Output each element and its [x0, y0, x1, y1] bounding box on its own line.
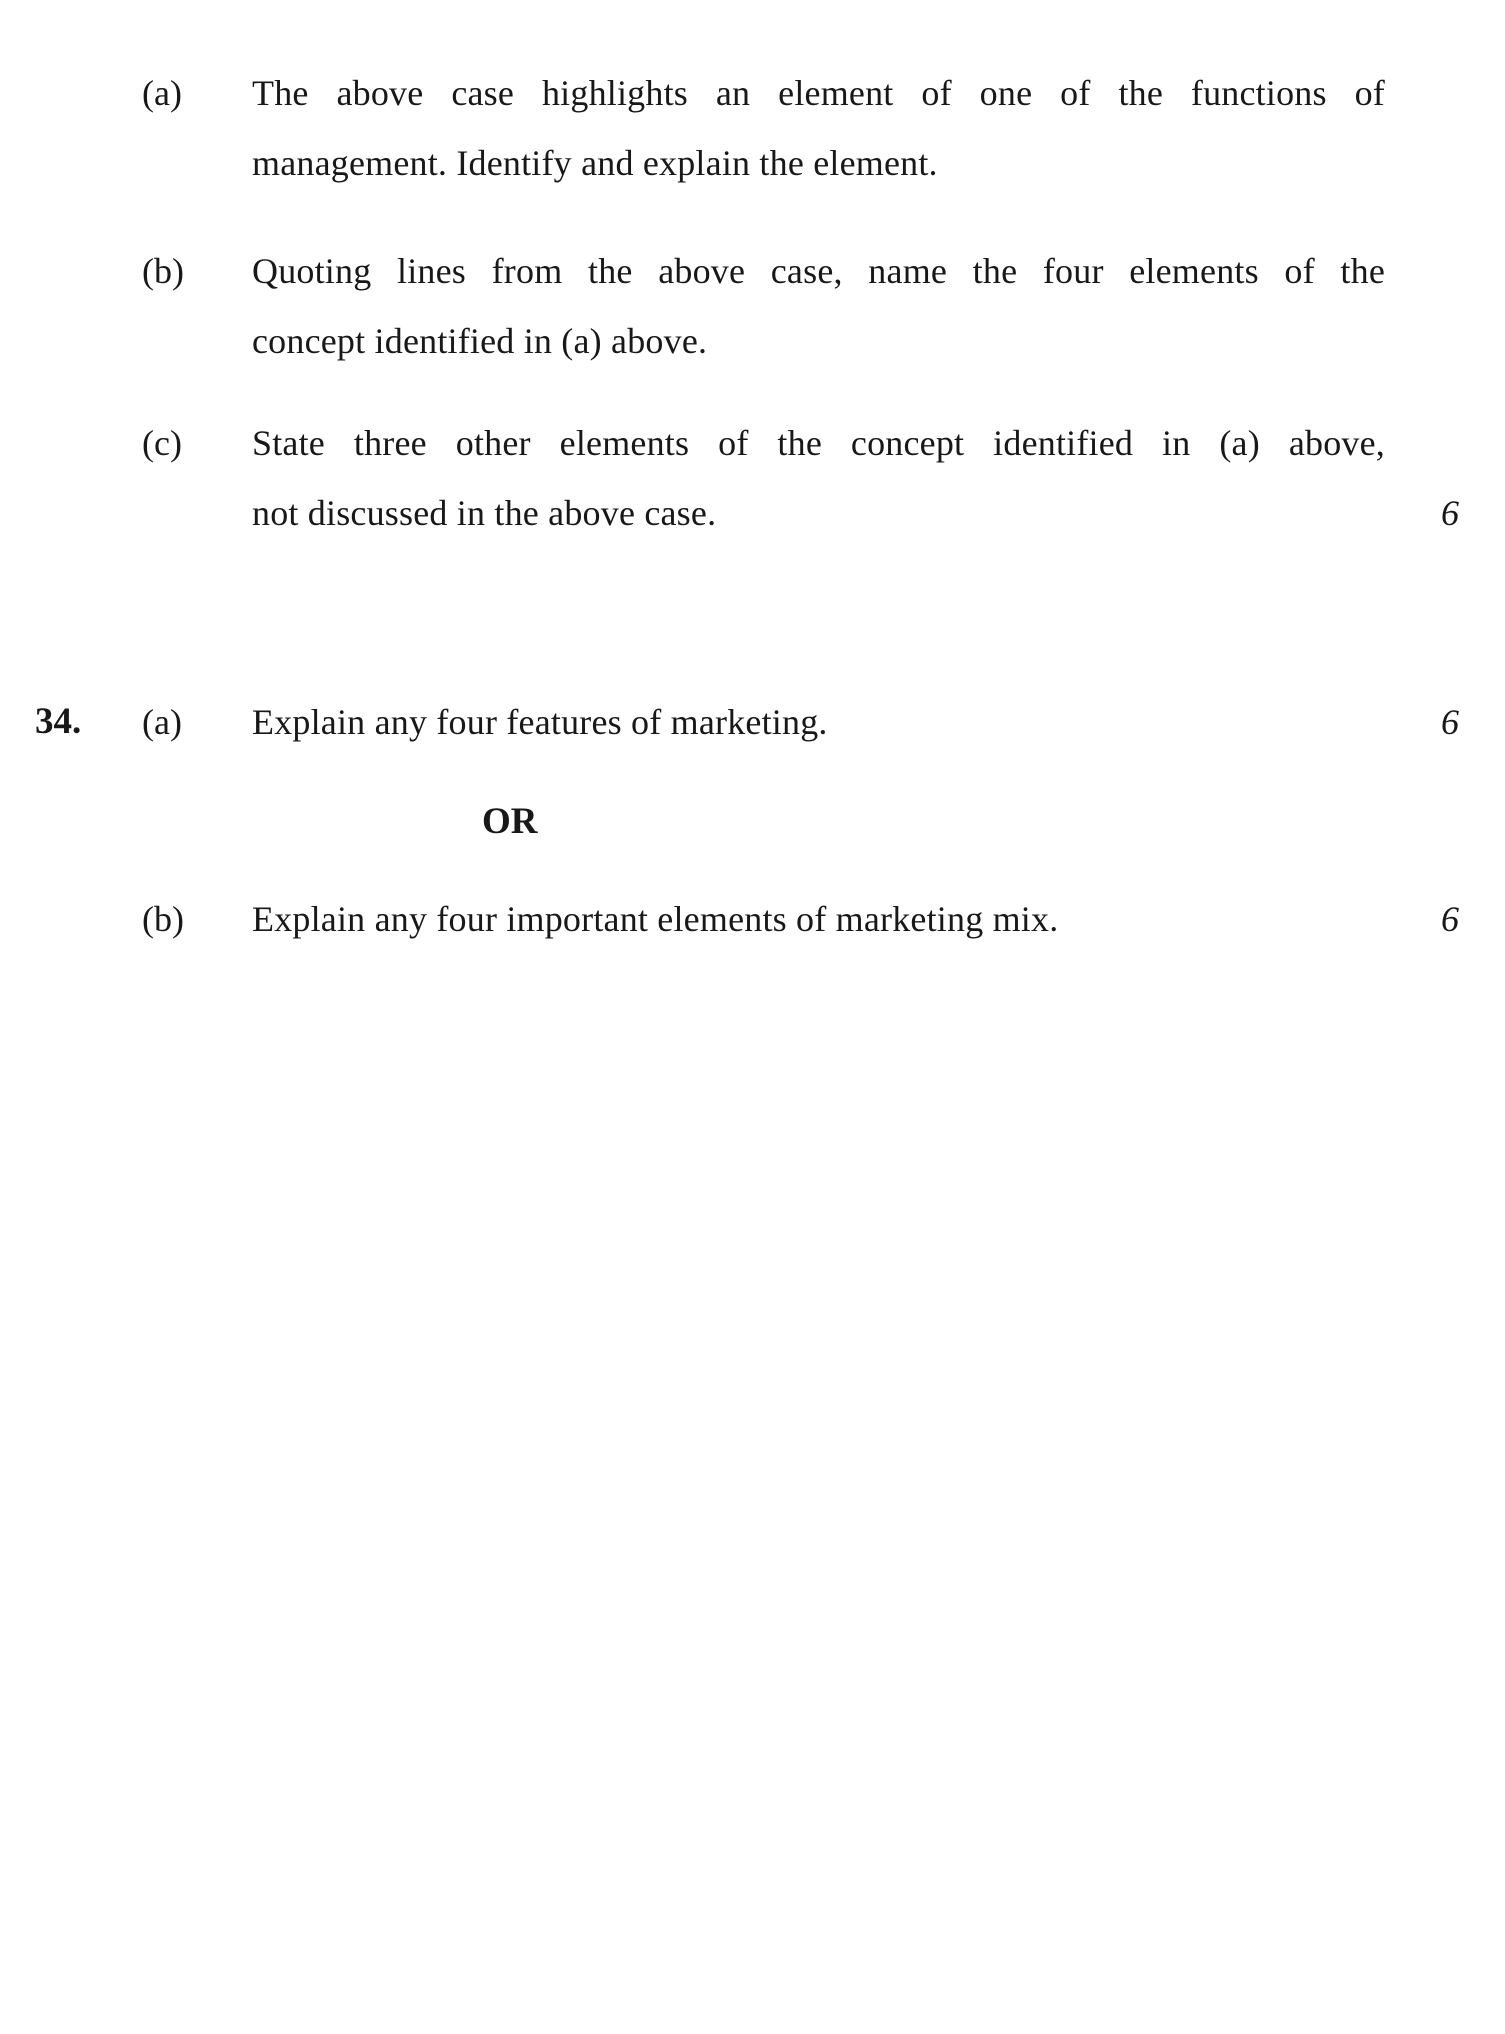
part-label: (a): [142, 73, 182, 113]
part-body: [252, 408, 1385, 548]
question-text-line: The above case highlights an element of one of the functions of: [252, 73, 1385, 113]
question-text-line: management. Identify and explain the element.: [252, 143, 938, 183]
question-text-line: not discussed in the above case.: [252, 493, 717, 533]
or-separator: OR: [482, 801, 538, 842]
question-part-b: [0, 236, 1505, 376]
question-text-line: Explain any four features of marketing.: [252, 702, 828, 742]
question-part-c: [0, 408, 1505, 548]
part-label: (a): [142, 702, 182, 742]
question-34-part-b: [0, 884, 1505, 954]
marks-value: 6: [1441, 899, 1459, 939]
question-text-line: Explain any four important elements of marketing mix.: [252, 899, 1059, 939]
part-body: [252, 58, 1385, 198]
question-number: 34.: [35, 701, 82, 742]
marks-value: 6: [1441, 702, 1459, 742]
part-body: [252, 236, 1385, 376]
part-label: (c): [142, 423, 182, 463]
part-label: (b): [142, 251, 184, 291]
question-text-line: State three other elements of the concept identified in (a) above,: [252, 423, 1385, 463]
part-body: [252, 884, 1385, 954]
part-body: [252, 687, 1385, 757]
part-label: (b): [142, 899, 184, 939]
question-part-a: [0, 58, 1505, 198]
question-text-line: concept identified in (a) above.: [252, 321, 708, 361]
question-34-part-a: [0, 687, 1505, 757]
question-text-line: Quoting lines from the above case, name the four elements of the: [252, 251, 1385, 291]
marks-value: 6: [1441, 493, 1459, 533]
